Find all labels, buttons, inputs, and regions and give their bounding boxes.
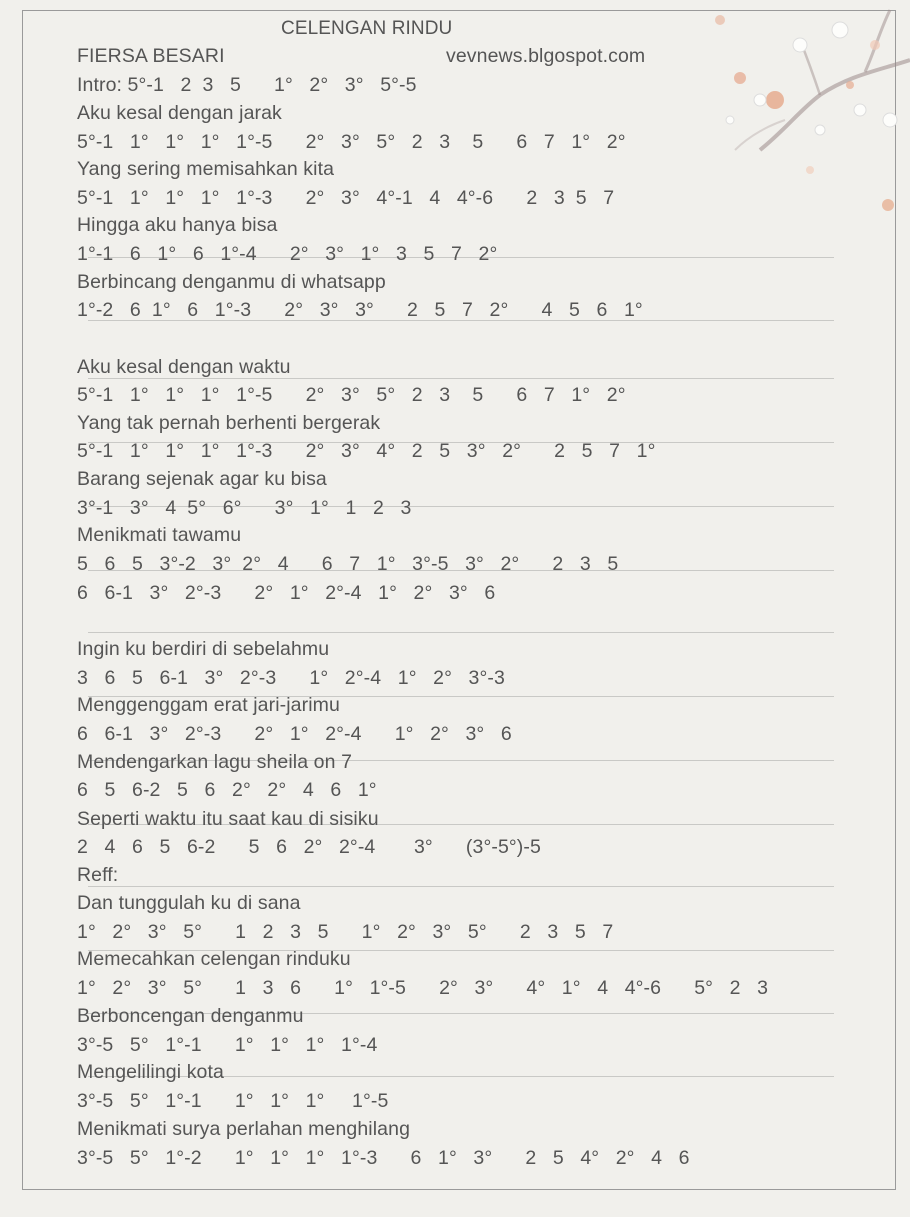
ruled-line bbox=[88, 632, 834, 633]
artist-name: FIERSA BESARI bbox=[77, 45, 225, 67]
notation-line: 1°-1 6 1° 6 1°-4 2° 3° 1° 3 5 7 2° bbox=[77, 243, 498, 265]
lyric-line: Menikmati tawamu bbox=[77, 524, 242, 546]
lyric-line: Dan tunggulah ku di sana bbox=[77, 892, 301, 914]
notation-line: 2 4 6 5 6-2 5 6 2° 2°-4 3° (3°-5°)-5 bbox=[77, 836, 541, 858]
ruled-line bbox=[88, 886, 834, 887]
notation-line: 3°-1 3° 4 5° 6° 3° 1° 1 2 3 bbox=[77, 497, 412, 519]
lyric-line: Hingga aku hanya bisa bbox=[77, 214, 278, 236]
lyric-line: Ingin ku berdiri di sebelahmu bbox=[77, 638, 330, 660]
ruled-line bbox=[88, 378, 834, 379]
notation-line: 1°-2 6 1° 6 1°-3 2° 3° 3° 2 5 7 2° 4 5 6 1° bbox=[77, 299, 643, 321]
notation-line: 3°-5 5° 1°-1 1° 1° 1° 1°-5 bbox=[77, 1090, 389, 1112]
notation-line: 6 5 6-2 5 6 2° 2° 4 6 1° bbox=[77, 779, 377, 801]
notation-line: 5°-1 1° 1° 1° 1°-5 2° 3° 5° 2 3 5 6 7 1° 2° bbox=[77, 384, 626, 406]
section-label: Reff: bbox=[77, 864, 119, 886]
notation-line: 3 6 5 6-1 3° 2°-3 1° 2°-4 1° 2° 3°-3 bbox=[77, 667, 505, 689]
notation-line: 5°-1 1° 1° 1° 1°-3 2° 3° 4°-1 4 4°-6 2 3 5 7 bbox=[77, 187, 615, 209]
notation-line: 6 6-1 3° 2°-3 2° 1° 2°-4 1° 2° 3° 6 bbox=[77, 582, 496, 604]
lyric-line: Aku kesal dengan waktu bbox=[77, 356, 291, 378]
lyric-line: Mendengarkan lagu sheila on 7 bbox=[77, 751, 353, 773]
lyric-line: Mengelilingi kota bbox=[77, 1061, 224, 1083]
lyric-line: Yang sering memisahkan kita bbox=[77, 158, 335, 180]
lyric-line: Yang tak pernah berhenti bergerak bbox=[77, 412, 381, 434]
lyric-line: Menikmati surya perlahan menghilang bbox=[77, 1118, 411, 1140]
intro-line: Intro: 5°-1 2 3 5 1° 2° 3° 5°-5 bbox=[77, 74, 417, 96]
song-title: CELENGAN RINDU bbox=[281, 18, 453, 39]
lyric-line: Menggenggam erat jari-jarimu bbox=[77, 694, 340, 716]
notation-line: 5°-1 1° 1° 1° 1°-5 2° 3° 5° 2 3 5 6 7 1° 2° bbox=[77, 131, 626, 153]
notation-line: 6 6-1 3° 2°-3 2° 1° 2°-4 1° 2° 3° 6 bbox=[77, 723, 512, 745]
lyric-line: Memecahkan celengan rinduku bbox=[77, 948, 351, 970]
notation-line: 5 6 5 3°-2 3° 2° 4 6 7 1° 3°-5 3° 2° 2 3 5 bbox=[77, 553, 619, 575]
notation-line: 1° 2° 3° 5° 1 2 3 5 1° 2° 3° 5° 2 3 5 7 bbox=[77, 921, 614, 943]
notation-line: 3°-5 5° 1°-1 1° 1° 1° 1°-4 bbox=[77, 1034, 378, 1056]
lyric-line: Berbincang denganmu di whatsapp bbox=[77, 271, 386, 293]
notation-line: 5°-1 1° 1° 1° 1°-3 2° 3° 4° 2 5 3° 2° 2 5 7 1° bbox=[77, 440, 656, 462]
website-credit: vevnews.blgospot.com bbox=[446, 45, 646, 67]
blossom-branch-illustration bbox=[690, 0, 910, 230]
lyric-line: Barang sejenak agar ku bisa bbox=[77, 468, 327, 490]
lyric-line: Aku kesal dengan jarak bbox=[77, 102, 282, 124]
lyric-line: Seperti waktu itu saat kau di sisiku bbox=[77, 808, 379, 830]
notation-line: 1° 2° 3° 5° 1 3 6 1° 1°-5 2° 3° 4° 1° 4 4°-6 5° 2 3 bbox=[77, 977, 769, 999]
notation-line: 3°-5 5° 1°-2 1° 1° 1° 1°-3 6 1° 3° 2 5 4° 2° 4 6 bbox=[77, 1147, 690, 1169]
lyric-line: Berboncengan denganmu bbox=[77, 1005, 304, 1027]
